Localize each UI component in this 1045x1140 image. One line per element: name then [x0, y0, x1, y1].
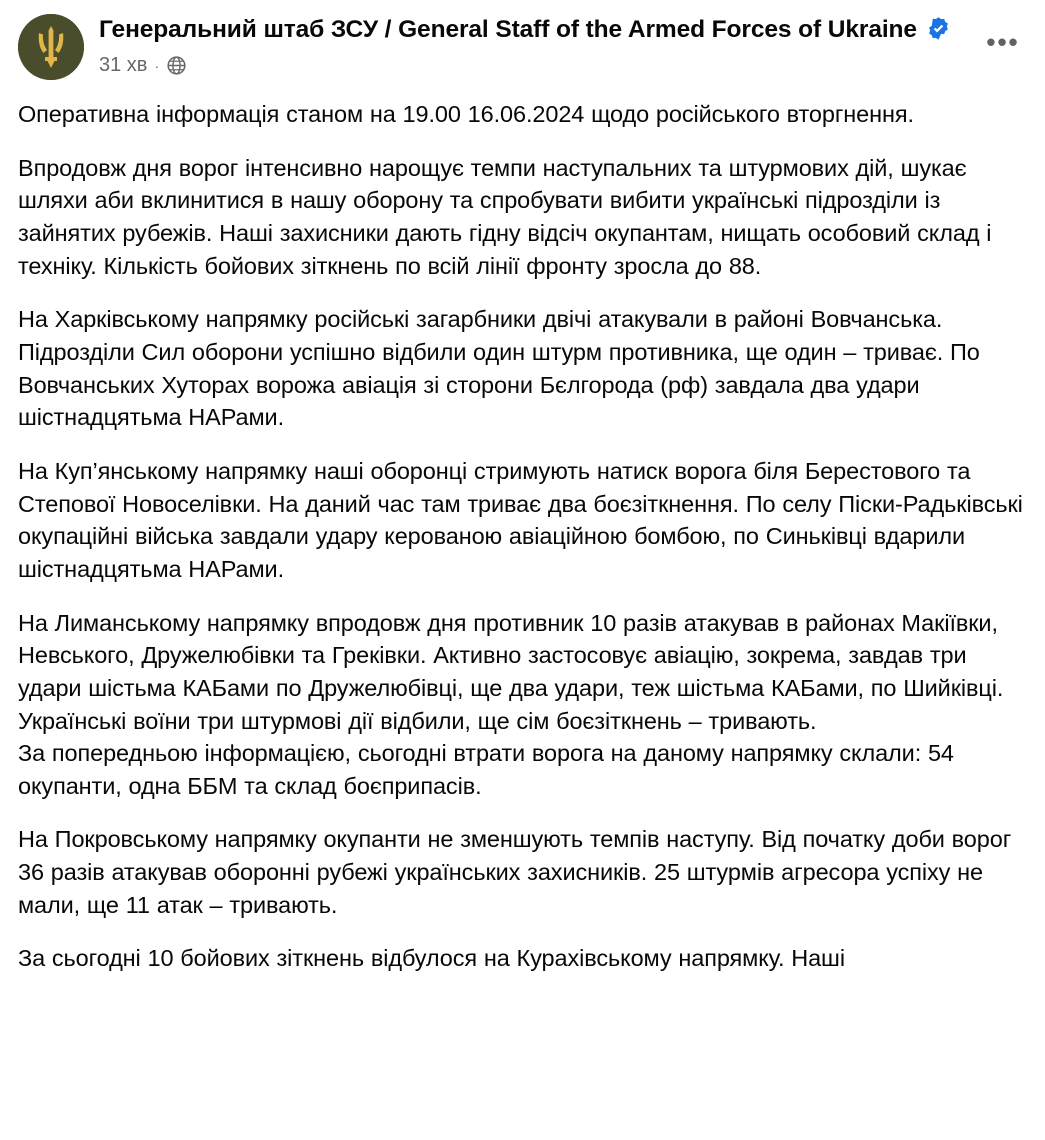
post-paragraph: Оперативна інформація станом на 19.00 16.06.2024 щодо російського вторгнення.: [18, 101, 914, 127]
post-header: [0, 0, 1045, 80]
post-timestamp[interactable]: 31 хв: [99, 54, 148, 77]
post-text-body: [0, 80, 1045, 975]
post-meta: [99, 54, 979, 77]
more-options-label: •••: [986, 26, 1020, 57]
page-name-row: [99, 14, 979, 47]
post-paragraph: За попередньою інформацією, сьогодні втрати ворога на даному напрямку склали: 54 окупанти, одна ББМ та склад боєприпасів.: [18, 740, 954, 799]
post-paragraph: На Харківському напрямку російські загарбники двічі атакували в районі Вовчанська. Підрозділи Сил оборони успішно відбили один штурм противника, ще один – триває. По Вовчанських Хуторах ворожа авіація зі сторони Бєлгорода (рф) завдала два удари шістнадцятьма НАРами.: [18, 306, 980, 431]
post-paragraph: На Куп’янському напрямку наші оборонці стримують натиск ворога біля Берестового та Степової Новоселівки. На даний час там триває два боєзіткнення. По селу Піски-Радьківські окупаційні війська завдали удару керованою авіаційною бомбою, по Синьківці вдарили шістнадцятьма НАРами.: [18, 457, 1023, 582]
post-paragraph: За сьогодні 10 бойових зіткнень відбулося на Курахівському напрямку. Наші: [18, 945, 845, 972]
globe-icon[interactable]: [167, 56, 186, 75]
avatar[interactable]: [18, 14, 84, 80]
post-header-text: [99, 10, 979, 77]
verified-badge-icon: [926, 16, 951, 47]
meta-separator: ·: [154, 57, 160, 74]
post-paragraph: На Лиманському напрямку впродовж дня противник 10 разів атакував в районах Макіївки, Невського, Дружелюбівки та Греківки. Активно застосовує авіацію, зокрема, завдав три удари шістьма КАБами по Дружелюбівці, ще два удари, теж шістьма КАБами, по Шийківці. Українські воїни три штурмові дії відбили, ще сім боєзіткнень – тривають.: [18, 609, 1004, 734]
post-paragraph: На Покровському напрямку окупанти не зменшують темпів наступу. Від початку доби ворог 36 разів атакував оборонні рубежі українських захисників. 25 штурмів агресора успіху не мали, ще 11 атак – тривають.: [18, 826, 1012, 918]
ukraine-trident-emblem: [18, 14, 84, 80]
post-more-options-button[interactable]: [979, 18, 1027, 66]
page-name[interactable]: Генеральний штаб ЗСУ / General Staff of the Armed Forces of Ukraine: [99, 16, 917, 43]
post-paragraph: Впродовж дня ворог інтенсивно нарощує темпи наступальних та штурмових дій, шукає шляхи аби вклинитися в нашу оборону та спробувати вибити українські підрозділи із зайнятих рубежів. Наші захисники дають гідну відсіч окупантам, нищать особовий склад і техніку. Кількість бойових зіткнень по всій лінії фронту зросла до 88.: [18, 154, 992, 279]
